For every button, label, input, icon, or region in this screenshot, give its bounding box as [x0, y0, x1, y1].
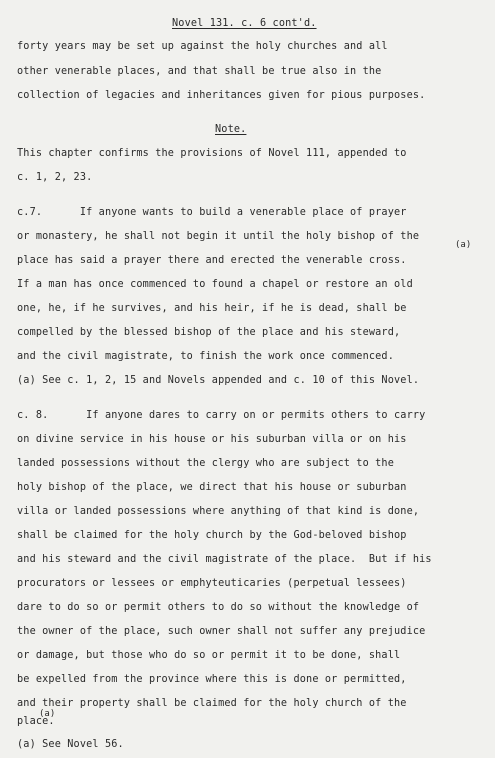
text-line: the owner of the place, such owner shall not suffer any prejudice: [17, 626, 426, 637]
text-line: c.7. If anyone wants to build a venerable place of prayer: [17, 207, 407, 218]
text-line: place has said a prayer there and erected the venerable cross.: [17, 255, 407, 266]
text-line: and their property shall be claimed for the holy church of the: [17, 698, 407, 709]
text-line: one, he, if he survives, and his heir, if he is dead, shall be: [17, 303, 407, 314]
page-header: Novel 131. c. 6 cont'd.: [172, 18, 317, 29]
text-line: shall be claimed for the holy church by the God-beloved bishop: [17, 530, 407, 541]
text-line: landed possessions without the clergy who are subject to the: [17, 458, 395, 469]
text-line: or monastery, he shall not begin it until the holy bishop of the: [17, 231, 420, 242]
text-line: place.: [17, 716, 55, 727]
text-line: dare to do so or permit others to do so without the knowledge of: [17, 602, 420, 613]
text-line: and the civil magistrate, to finish the work once commenced.: [17, 351, 395, 362]
text-line: forty years may be set up against the holy churches and all: [17, 41, 388, 52]
footnote-marker: (a): [39, 709, 56, 719]
text-line: c. 1, 2, 23.: [17, 172, 93, 183]
text-line: or damage, but those who do so or permit it to be done, shall: [17, 650, 401, 661]
footnote-marker: (a): [455, 240, 472, 250]
text-line: procurators or lessees or emphyteuticaries (perpetual lessees): [17, 578, 407, 589]
text-line: on divine service in his house or his suburban villa or on his: [17, 434, 407, 445]
text-line: This chapter confirms the provisions of Novel 111, appended to: [17, 148, 407, 159]
text-line: c. 8. If anyone dares to carry on or permits others to carry: [17, 410, 426, 421]
text-line: collection of legacies and inheritances given for pious purposes.: [17, 90, 426, 101]
text-line: compelled by the blessed bishop of the place and his steward,: [17, 327, 401, 338]
note-heading: Note.: [215, 124, 247, 135]
text-line: be expelled from the province where this is done or permitted,: [17, 674, 407, 685]
footnote: (a) See Novel 56.: [17, 739, 124, 750]
footnote: (a) See c. 1, 2, 15 and Novels appended and c. 10 of this Novel.: [17, 375, 420, 386]
text-line: If a man has once commenced to found a chapel or restore an old: [17, 279, 413, 290]
text-line: holy bishop of the place, we direct that his house or suburban: [17, 482, 407, 493]
text-line: villa or landed possessions where anything of that kind is done,: [17, 506, 420, 517]
text-line: and his steward and the civil magistrate of the place. But if his: [17, 554, 432, 565]
text-line: other venerable places, and that shall be true also in the: [17, 66, 382, 77]
